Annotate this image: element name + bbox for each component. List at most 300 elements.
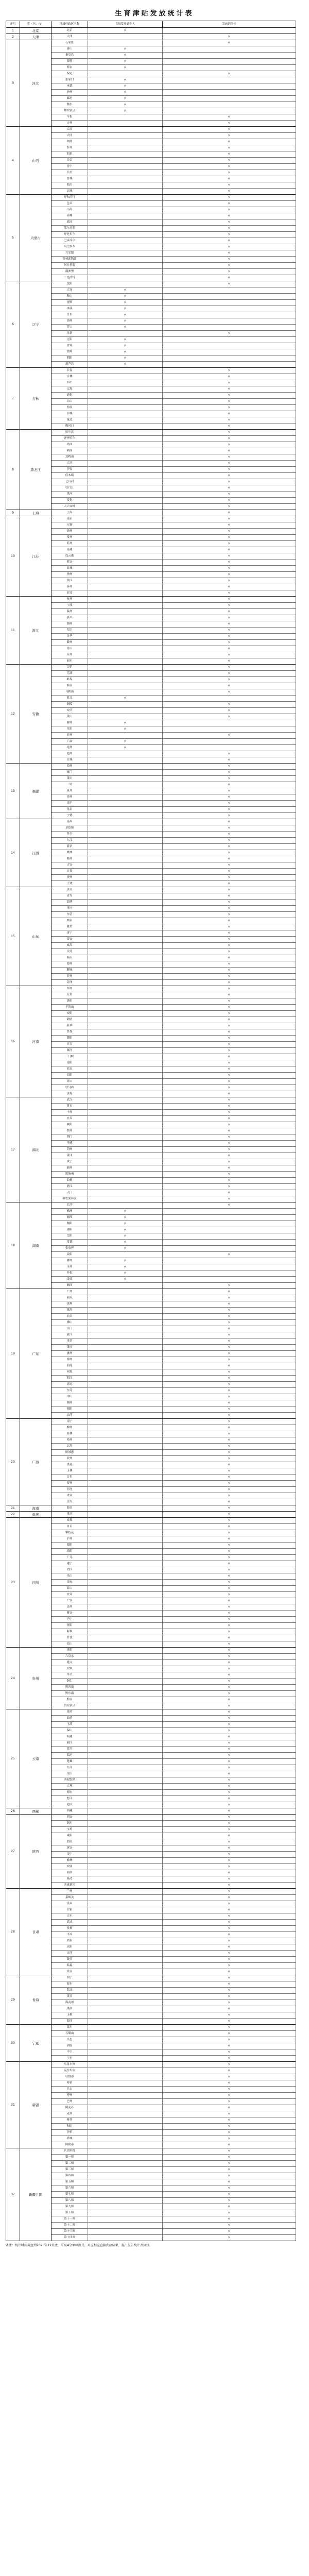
city-name: 荆门 bbox=[52, 1134, 88, 1140]
to-employer-cell bbox=[163, 90, 296, 95]
check-mark: √ bbox=[228, 412, 231, 416]
city-name: 安阳 bbox=[52, 1011, 88, 1016]
table-row bbox=[52, 1221, 296, 1227]
direct-to-individual-cell bbox=[88, 1444, 163, 1449]
to-employer-cell bbox=[163, 2006, 296, 2012]
to-employer-cell bbox=[163, 1196, 296, 1202]
table-row bbox=[52, 2235, 296, 2241]
direct-to-individual-cell bbox=[88, 1277, 163, 1282]
direct-to-individual-cell bbox=[88, 1283, 163, 1289]
table-row bbox=[52, 2037, 296, 2043]
table-row bbox=[52, 1926, 296, 1932]
to-employer-cell bbox=[163, 349, 296, 355]
direct-to-individual-cell bbox=[88, 1394, 163, 1400]
city-name: 德宏 bbox=[52, 1790, 88, 1795]
city-name: 东莞 bbox=[52, 1388, 88, 1394]
table-row bbox=[52, 1734, 296, 1740]
check-mark: √ bbox=[228, 888, 231, 892]
city-name: 许昌 bbox=[52, 1042, 88, 1047]
check-mark: √ bbox=[228, 677, 231, 682]
table-row bbox=[52, 1165, 296, 1172]
check-mark: √ bbox=[228, 269, 231, 274]
city-name: 雅安 bbox=[52, 1611, 88, 1616]
to-employer-cell bbox=[163, 529, 296, 534]
direct-to-individual-cell bbox=[88, 114, 163, 120]
city-name: 合肥 bbox=[52, 665, 88, 670]
check-mark: √ bbox=[228, 72, 231, 76]
to-employer-cell bbox=[163, 838, 296, 843]
table-row bbox=[52, 1104, 296, 1110]
to-employer-cell bbox=[163, 943, 296, 948]
direct-to-individual-cell bbox=[88, 961, 163, 967]
direct-to-individual-cell bbox=[88, 1425, 163, 1431]
check-mark: √ bbox=[228, 220, 231, 224]
city-name: 潜江 bbox=[52, 1184, 88, 1190]
to-employer-cell bbox=[163, 1963, 296, 1969]
check-mark: √ bbox=[228, 1141, 231, 1145]
city-name: 临汾 bbox=[52, 182, 88, 188]
direct-to-individual-cell bbox=[88, 1011, 163, 1016]
to-employer-cell bbox=[163, 201, 296, 207]
direct-to-individual-cell bbox=[88, 1196, 163, 1202]
check-mark: √ bbox=[228, 1450, 231, 1454]
to-employer-cell bbox=[163, 992, 296, 998]
check-mark: √ bbox=[228, 659, 231, 663]
direct-to-individual-cell bbox=[88, 1450, 163, 1455]
city-name: 呼伦贝尔 bbox=[52, 232, 88, 238]
to-employer-cell bbox=[163, 1376, 296, 1381]
check-mark: √ bbox=[228, 511, 231, 515]
to-employer-cell bbox=[163, 535, 296, 540]
direct-to-individual-cell bbox=[88, 955, 163, 961]
to-employer-cell bbox=[163, 708, 296, 714]
city-name: 宁东 bbox=[52, 2056, 88, 2061]
to-employer-cell bbox=[163, 1876, 296, 1882]
direct-to-individual-cell bbox=[88, 1085, 163, 1091]
table-row bbox=[52, 263, 296, 269]
to-employer-cell bbox=[163, 930, 296, 936]
table-row bbox=[52, 492, 296, 498]
direct-to-individual-cell bbox=[88, 250, 163, 256]
province-rows bbox=[52, 1289, 296, 1418]
city-name: 防城港 bbox=[52, 1450, 88, 1455]
city-name: 甘南 bbox=[52, 1969, 88, 1975]
check-mark: √ bbox=[228, 1154, 231, 1158]
table-row bbox=[52, 1209, 296, 1215]
city-name: 海南 bbox=[52, 1505, 88, 1511]
to-employer-cell bbox=[163, 1388, 296, 1394]
table-row bbox=[52, 1054, 296, 1060]
city-name: 天津 bbox=[52, 34, 88, 40]
to-employer-cell bbox=[163, 1975, 296, 1981]
check-mark: √ bbox=[228, 2211, 231, 2215]
city-name: 石家庄 bbox=[52, 40, 88, 46]
to-employer-cell bbox=[163, 1951, 296, 1956]
province-seq: 31 bbox=[6, 2062, 20, 2148]
direct-to-individual-cell bbox=[88, 65, 163, 71]
to-employer-cell bbox=[163, 1190, 296, 1196]
table-row bbox=[52, 2043, 296, 2049]
table-row bbox=[52, 1437, 296, 1444]
city-name: 马鞍山 bbox=[52, 689, 88, 695]
city-name: 邵阳 bbox=[52, 1227, 88, 1233]
check-mark: √ bbox=[228, 1716, 231, 1720]
table-body bbox=[6, 28, 296, 2241]
city-name: 吕梁 bbox=[52, 158, 88, 163]
province-seq: 14 bbox=[6, 819, 20, 887]
to-employer-cell bbox=[163, 145, 296, 151]
to-employer-cell bbox=[163, 374, 296, 380]
direct-to-individual-cell bbox=[88, 1468, 163, 1474]
to-employer-cell bbox=[163, 1709, 296, 1715]
direct-to-individual-cell bbox=[88, 2111, 163, 2117]
to-employer-cell bbox=[163, 961, 296, 967]
city-name: 阜新 bbox=[52, 331, 88, 336]
direct-to-individual-cell bbox=[88, 535, 163, 540]
to-employer-cell bbox=[163, 1134, 296, 1140]
direct-to-individual-cell bbox=[88, 318, 163, 324]
to-employer-cell bbox=[163, 1858, 296, 1863]
city-name: 亳州 bbox=[52, 745, 88, 751]
direct-to-individual-cell bbox=[88, 2198, 163, 2204]
to-employer-cell bbox=[163, 151, 296, 157]
check-mark: √ bbox=[228, 430, 231, 434]
direct-to-individual-cell bbox=[88, 1889, 163, 1894]
to-employer-cell bbox=[163, 40, 296, 46]
direct-to-individual-cell bbox=[88, 362, 163, 367]
to-employer-cell bbox=[163, 522, 296, 528]
direct-to-individual-cell bbox=[88, 2056, 163, 2061]
city-name: 保定 bbox=[52, 71, 88, 77]
city-name: 滨州 bbox=[52, 974, 88, 979]
check-mark: √ bbox=[124, 319, 127, 323]
check-mark: √ bbox=[228, 127, 231, 131]
province-name: 贵州 bbox=[20, 1648, 52, 1709]
check-mark: √ bbox=[228, 1036, 231, 1040]
direct-to-individual-cell bbox=[88, 1703, 163, 1709]
check-mark: √ bbox=[228, 2205, 231, 2209]
check-mark: √ bbox=[228, 1611, 231, 1615]
table-row bbox=[52, 1017, 296, 1023]
direct-to-individual-cell bbox=[88, 794, 163, 800]
check-mark: √ bbox=[228, 1895, 231, 1900]
table-row bbox=[52, 479, 296, 485]
check-mark: √ bbox=[228, 1079, 231, 1083]
check-mark: √ bbox=[228, 1660, 231, 1665]
direct-to-individual-cell bbox=[88, 634, 163, 639]
to-employer-cell bbox=[163, 448, 296, 454]
check-mark: √ bbox=[228, 653, 231, 657]
city-name: 西咸新区 bbox=[52, 1883, 88, 1888]
to-employer-cell bbox=[163, 102, 296, 108]
table-row bbox=[52, 343, 296, 349]
to-employer-cell bbox=[163, 1246, 296, 1251]
check-mark: √ bbox=[228, 665, 231, 669]
to-employer-cell bbox=[163, 2068, 296, 2074]
check-mark: √ bbox=[228, 1382, 231, 1386]
to-employer-cell bbox=[163, 1988, 296, 1993]
table-row bbox=[52, 974, 296, 980]
province-name: 山东 bbox=[20, 887, 52, 986]
province-name: 上海 bbox=[20, 510, 52, 516]
check-mark: √ bbox=[228, 1933, 231, 1937]
check-mark: √ bbox=[228, 1252, 231, 1257]
to-employer-cell bbox=[163, 1011, 296, 1016]
direct-to-individual-cell bbox=[88, 1413, 163, 1418]
province-name: 四川 bbox=[20, 1518, 52, 1647]
to-employer-cell bbox=[163, 553, 296, 559]
table-row bbox=[52, 1066, 296, 1073]
to-employer-cell bbox=[163, 1716, 296, 1721]
city-name: 海北 bbox=[52, 1988, 88, 1993]
direct-to-individual-cell bbox=[88, 930, 163, 936]
to-employer-cell bbox=[163, 1802, 296, 1808]
direct-to-individual-cell bbox=[88, 2210, 163, 2216]
direct-to-individual-cell bbox=[88, 998, 163, 1004]
table-row bbox=[52, 448, 296, 454]
to-employer-cell bbox=[163, 2093, 296, 2098]
check-mark: √ bbox=[228, 1871, 231, 1875]
table-row bbox=[52, 1314, 296, 1320]
province-block bbox=[6, 1289, 296, 1419]
check-mark: √ bbox=[228, 1908, 231, 1912]
city-name: 阜阳 bbox=[52, 726, 88, 732]
table-row bbox=[52, 1431, 296, 1437]
table-row bbox=[52, 1475, 296, 1481]
direct-to-individual-cell bbox=[88, 269, 163, 275]
check-mark: √ bbox=[228, 1048, 231, 1053]
direct-to-individual-cell bbox=[88, 1555, 163, 1561]
direct-to-individual-cell bbox=[88, 844, 163, 850]
to-employer-cell bbox=[163, 900, 296, 905]
to-employer-cell bbox=[163, 1815, 296, 1820]
city-name: 南阳 bbox=[52, 1060, 88, 1066]
check-mark: √ bbox=[228, 1364, 231, 1368]
table-row bbox=[52, 1283, 296, 1289]
to-employer-cell bbox=[163, 1289, 296, 1295]
check-mark: √ bbox=[228, 1710, 231, 1714]
direct-to-individual-cell bbox=[88, 1295, 163, 1301]
city-name: 铁岭 bbox=[52, 349, 88, 355]
city-name: 九江 bbox=[52, 838, 88, 843]
to-employer-cell bbox=[163, 244, 296, 250]
city-name: 恩施州 bbox=[52, 1172, 88, 1177]
direct-to-individual-cell bbox=[88, 2068, 163, 2074]
city-name: 益阳 bbox=[52, 1252, 88, 1258]
direct-to-individual-cell bbox=[88, 448, 163, 454]
province-rows bbox=[52, 597, 296, 664]
check-mark: √ bbox=[228, 331, 231, 335]
province-seq: 29 bbox=[6, 1975, 20, 2024]
city-name: 南充 bbox=[52, 1580, 88, 1585]
table-row bbox=[52, 34, 296, 40]
direct-to-individual-cell bbox=[88, 862, 163, 868]
city-name: 淮安 bbox=[52, 560, 88, 565]
city-name: 盐城 bbox=[52, 566, 88, 571]
direct-to-individual-cell bbox=[88, 1685, 163, 1690]
city-name: 牡丹江 bbox=[52, 485, 88, 491]
city-name: 汕尾 bbox=[52, 1363, 88, 1369]
check-mark: √ bbox=[228, 1840, 231, 1844]
table-row bbox=[52, 2080, 296, 2087]
check-mark: √ bbox=[124, 313, 127, 317]
to-employer-cell bbox=[163, 1808, 296, 1814]
table-row bbox=[52, 2117, 296, 2124]
city-name: 景德镇 bbox=[52, 825, 88, 831]
check-mark: √ bbox=[228, 603, 231, 607]
direct-to-individual-cell bbox=[88, 2136, 163, 2142]
direct-to-individual-cell bbox=[88, 1178, 163, 1183]
check-mark: √ bbox=[228, 684, 231, 688]
check-mark: √ bbox=[228, 912, 231, 917]
direct-to-individual-cell bbox=[88, 1246, 163, 1251]
check-mark: √ bbox=[228, 1821, 231, 1825]
city-name: 鄂州 bbox=[52, 1128, 88, 1134]
direct-to-individual-cell bbox=[88, 77, 163, 83]
table-row bbox=[52, 1790, 296, 1796]
table-row bbox=[52, 1308, 296, 1314]
city-name: 肇庆 bbox=[52, 1345, 88, 1350]
table-row bbox=[52, 189, 296, 194]
province-rows bbox=[52, 195, 296, 281]
check-mark: √ bbox=[228, 1685, 231, 1689]
to-employer-cell bbox=[163, 1561, 296, 1567]
city-name: 黄石 bbox=[52, 1104, 88, 1109]
check-mark: √ bbox=[228, 368, 231, 372]
table-row bbox=[52, 1202, 296, 1209]
check-mark: √ bbox=[228, 1722, 231, 1726]
city-name: 第十师 bbox=[52, 2210, 88, 2216]
to-employer-cell bbox=[163, 1864, 296, 1870]
province-name: 宁夏 bbox=[20, 2025, 52, 2061]
to-employer-cell bbox=[163, 362, 296, 367]
table-row bbox=[52, 1994, 296, 2000]
city-name: 怒江 bbox=[52, 1796, 88, 1802]
direct-to-individual-cell bbox=[88, 1691, 163, 1697]
check-mark: √ bbox=[228, 133, 231, 138]
table-row bbox=[52, 2216, 296, 2223]
city-name: 丽江 bbox=[52, 1740, 88, 1746]
check-mark: √ bbox=[228, 640, 231, 645]
table-row bbox=[52, 1233, 296, 1240]
check-mark: √ bbox=[228, 1846, 231, 1850]
direct-to-individual-cell bbox=[88, 374, 163, 380]
table-row bbox=[52, 943, 296, 949]
table-row bbox=[52, 362, 296, 367]
check-mark: √ bbox=[228, 1456, 231, 1461]
direct-to-individual-cell bbox=[88, 1808, 163, 1814]
direct-to-individual-cell bbox=[88, 1617, 163, 1622]
direct-to-individual-cell bbox=[88, 1765, 163, 1771]
city-name: 乌兰察布 bbox=[52, 244, 88, 250]
check-mark: √ bbox=[228, 752, 231, 756]
city-name: 巴彦淖尔 bbox=[52, 238, 88, 244]
city-name: 铜陵 bbox=[52, 702, 88, 707]
province-seq: 11 bbox=[6, 597, 20, 664]
table-row bbox=[52, 832, 296, 838]
direct-to-individual-cell bbox=[88, 1338, 163, 1344]
check-mark: √ bbox=[228, 492, 231, 496]
table-row bbox=[52, 646, 296, 652]
check-mark: √ bbox=[228, 1018, 231, 1022]
city-name: 聊城 bbox=[52, 968, 88, 973]
direct-to-individual-cell bbox=[88, 1907, 163, 1913]
check-mark: √ bbox=[228, 2161, 231, 2165]
check-mark: √ bbox=[228, 554, 231, 558]
table-row bbox=[52, 1456, 296, 1462]
check-mark: √ bbox=[228, 1994, 231, 1998]
direct-to-individual-cell bbox=[88, 121, 163, 126]
table-row bbox=[52, 1629, 296, 1635]
city-name: 鞍山 bbox=[52, 294, 88, 299]
to-employer-cell bbox=[163, 578, 296, 584]
to-employer-cell bbox=[163, 739, 296, 744]
city-name: 菏泽 bbox=[52, 980, 88, 986]
city-name: 沈阳 bbox=[52, 281, 88, 287]
to-employer-cell bbox=[163, 1481, 296, 1486]
to-employer-cell bbox=[163, 924, 296, 930]
city-name: 郴州 bbox=[52, 1258, 88, 1264]
check-mark: √ bbox=[228, 1296, 231, 1300]
check-mark: √ bbox=[228, 1797, 231, 1801]
province-rows bbox=[52, 1419, 296, 1505]
direct-to-individual-cell bbox=[88, 943, 163, 948]
to-employer-cell bbox=[163, 114, 296, 120]
province-seq: 30 bbox=[6, 2025, 20, 2061]
check-mark: √ bbox=[228, 2106, 231, 2110]
city-name: 迪庆 bbox=[52, 1802, 88, 1808]
province-block bbox=[6, 986, 296, 1097]
to-employer-cell bbox=[163, 974, 296, 979]
city-name: 阿勒泰 bbox=[52, 2142, 88, 2148]
direct-to-individual-cell bbox=[88, 2148, 163, 2154]
city-name: 重庆 bbox=[52, 1512, 88, 1517]
direct-to-individual-cell bbox=[88, 912, 163, 918]
table-row bbox=[52, 59, 296, 65]
check-mark: √ bbox=[228, 634, 231, 638]
province-seq: 13 bbox=[6, 764, 20, 819]
direct-to-individual-cell bbox=[88, 1981, 163, 1987]
province-block bbox=[6, 195, 296, 281]
check-mark: √ bbox=[228, 1426, 231, 1430]
check-mark: √ bbox=[124, 1240, 127, 1244]
check-mark: √ bbox=[228, 1939, 231, 1943]
check-mark: √ bbox=[228, 2130, 231, 2134]
province-block bbox=[6, 665, 296, 764]
direct-to-individual-cell bbox=[88, 1611, 163, 1616]
table-row bbox=[52, 968, 296, 974]
check-mark: √ bbox=[228, 585, 231, 589]
to-employer-cell bbox=[163, 1777, 296, 1783]
city-name: 资阳 bbox=[52, 1623, 88, 1629]
table-row bbox=[52, 2025, 296, 2031]
table-row bbox=[52, 201, 296, 207]
direct-to-individual-cell bbox=[88, 189, 163, 194]
check-mark: √ bbox=[124, 1246, 127, 1250]
check-mark: √ bbox=[228, 2149, 231, 2153]
direct-to-individual-cell bbox=[88, 2062, 163, 2067]
check-mark: √ bbox=[228, 882, 231, 886]
to-employer-cell bbox=[163, 825, 296, 831]
table-row bbox=[52, 628, 296, 634]
province-name: 湖南 bbox=[20, 1202, 52, 1289]
table-row bbox=[52, 696, 296, 702]
city-name: 德阳 bbox=[52, 1543, 88, 1548]
city-name: 第二师 bbox=[52, 2161, 88, 2166]
direct-to-individual-cell bbox=[88, 1505, 163, 1511]
direct-to-individual-cell bbox=[88, 1740, 163, 1746]
city-name: 青岛 bbox=[52, 893, 88, 899]
